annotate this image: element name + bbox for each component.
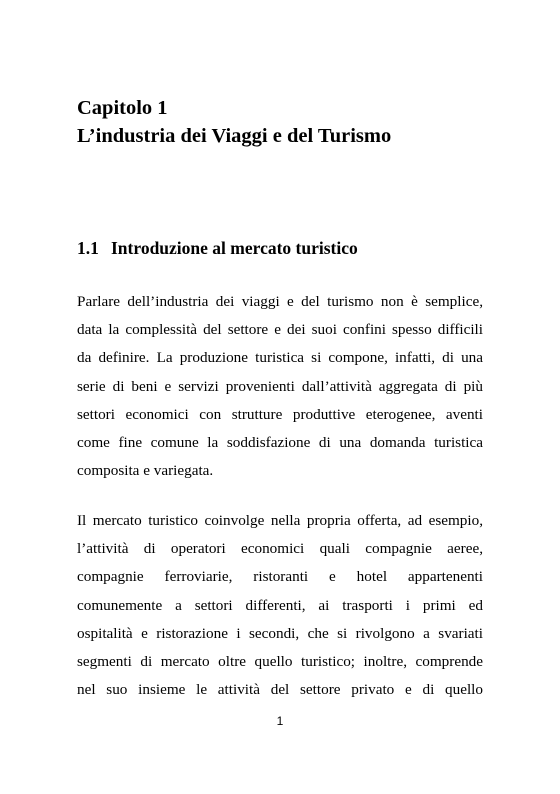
body-paragraph-2 xyxy=(77,507,483,704)
paragraph-line: Il mercato turistico coinvolge nella propria offerta, ad esempio, xyxy=(77,512,483,529)
paragraph-line: l’attività di operatori economici quali compagnie aeree, xyxy=(77,540,483,558)
paragraph-line: nel suo insieme le attività del settore privato e di quello xyxy=(77,681,483,699)
paragraph-line: comunemente a settori differenti, ai trasporti i primi ed xyxy=(77,596,483,614)
paragraph-line: Parlare dell’industria dei viaggi e del turismo non è semplice, xyxy=(77,293,483,310)
paragraph-line: settori economici con strutture produttive eterogenee, aventi xyxy=(77,405,483,423)
section-heading xyxy=(77,236,497,260)
chapter-number-label: Capitolo 1 xyxy=(77,97,168,119)
paragraph-line: segmenti di mercato oltre quello turistico; inoltre, comprende xyxy=(77,653,483,671)
paragraph-line: composita e variegata. xyxy=(77,462,214,480)
section-number: 1.1 xyxy=(77,238,99,258)
paragraph-line: da definire. La produzione turistica si compone, infatti, di una xyxy=(77,349,483,367)
paragraph-line: data la complessità del settore e dei suoi confini spesso difficili xyxy=(77,321,483,339)
section-title: Introduzione al mercato turistico xyxy=(111,238,358,258)
paragraph-line: compagnie ferroviarie, ristoranti e hotel appartenenti xyxy=(77,568,483,586)
body-paragraph-1 xyxy=(77,288,483,485)
paragraph-line: serie di beni e servizi provenienti dall’attività aggregata di più xyxy=(77,377,483,395)
paragraph-line: come fine comune la soddisfazione di una domanda turistica xyxy=(77,434,483,452)
paragraph-line: ospitalità e ristorazione i secondi, che si rivolgono a svariati xyxy=(77,624,483,642)
chapter-title: L’industria dei Viaggi e del Turismo xyxy=(77,125,392,147)
chapter-heading xyxy=(77,94,497,150)
page-number: 1 xyxy=(276,714,284,728)
